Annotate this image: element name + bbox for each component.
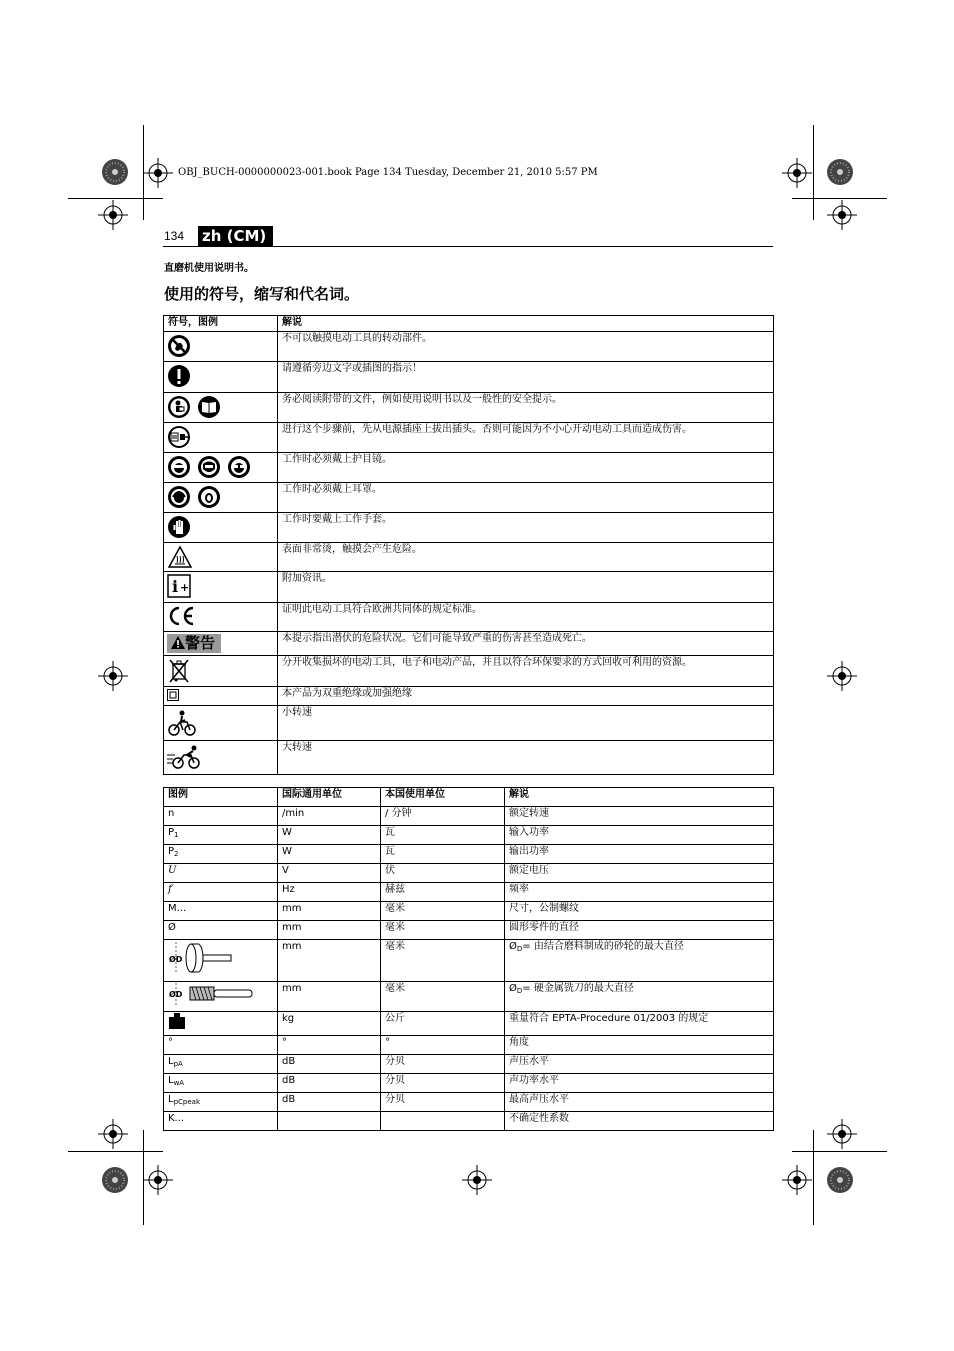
table-row [164,632,774,656]
book-info-line: OBJ_BUCH-0000000023-001.book Page 134 Tuesday, December 21, 2010 5:57 PM [178,167,598,178]
table-row [164,1055,774,1074]
table-row [164,1112,774,1131]
table-row [164,1093,774,1112]
symbol-description: 本提示指出潜伏的危险状况。它们可能导致严重的伤害甚至造成死亡。 [278,632,774,656]
svg-text:i: i [172,577,179,596]
local-unit-cell: 毫米 [381,902,505,921]
table-row [164,826,774,845]
description-cell: 角度 [505,1036,774,1055]
table-row [164,921,774,940]
goggles-icon [227,455,251,479]
symbol-description: 证明此电动工具符合欧洲共同体的规定标准。 [278,603,774,632]
description-cell [505,940,774,982]
symbol-description: 大转速 [278,741,774,775]
symbol-description: 表面非常烫，触摸会产生危险。 [278,543,774,572]
local-unit-cell [381,1112,505,1131]
table-row [164,706,774,741]
registration-target-icon [100,157,130,187]
si-unit-cell: W [278,845,381,864]
local-unit-cell: 分贝 [381,1055,505,1074]
si-unit-cell: kg [278,1012,381,1036]
warning-label-icon [167,634,221,653]
legend-cell [164,883,278,902]
legend-symbol: L [168,1094,174,1105]
weight-icon [168,1012,186,1030]
description-text: = 由结合磨料制成的砂轮的最大直径 [522,941,684,952]
symbol-description: 工作时要戴上工作手套。 [278,513,774,543]
description-cell: 不确定性系数 [505,1112,774,1131]
table-row [164,332,774,362]
registration-crosshair-icon [462,1165,492,1195]
registration-crosshair-icon [143,1165,173,1195]
registration-crosshair-icon [827,1119,857,1149]
description-cell: 圆形零件的直径 [505,921,774,940]
si-unit-cell: ° [278,1036,381,1055]
legend-cell [164,1055,278,1074]
description-text: = 硬金属铣刀的最大直径 [522,983,634,994]
registration-crosshair-icon [827,200,857,230]
table-row [164,453,774,483]
description-cell: 声压水平 [505,1055,774,1074]
legend-symbol: L [168,1056,174,1067]
local-unit-cell: / 分钟 [381,807,505,826]
symbol-description: 进行这个步骤前，先从电源插座上拔出插头。否则可能因为不小心开动电动工具而造成伤害。 [278,423,774,453]
si-unit-cell: mm [278,921,381,940]
si-unit-cell: /min [278,807,381,826]
symbol-description: 请遵循旁边文字或插图的指示！ [278,362,774,393]
registration-crosshair-icon [143,158,173,188]
symbol-description: 工作时必须戴上耳罩。 [278,483,774,513]
legend-cell [164,1093,278,1112]
description-cell: 最高声压水平 [505,1093,774,1112]
legend-cell: n [164,807,278,826]
low-speed-bicycle-icon [167,708,197,738]
grinding-wheel-diameter-icon [168,940,238,976]
table-row [164,687,774,706]
si-unit-cell: mm [278,940,381,982]
symbol-description: 务必阅读附带的文件，例如使用说明书以及一般性的安全提示。 [278,393,774,423]
column-header: 国际通用单位 [278,788,381,807]
double-insulation-icon [167,689,179,701]
diameter-label: ØD [169,990,183,999]
table-row [164,513,774,543]
symbol-description: 工作时必须戴上护目镜。 [278,453,774,483]
si-unit-cell: Hz [278,883,381,902]
legend-subscript: 1 [174,831,179,839]
legend-symbol: P [168,846,175,857]
registration-target-icon [825,1165,855,1195]
description-cell: 频率 [505,883,774,902]
table-row [164,940,774,982]
table-row [164,741,774,775]
symbol-description: 本产品为双重绝缘或加强绝缘 [278,687,774,706]
header-rule [163,246,773,247]
table-row [164,483,774,513]
earmuff-icon [197,485,221,509]
legend-cell [164,864,278,883]
manual-subtitle: 直磨机使用说明书。 [164,263,254,274]
description-cell: 重量符合 EPTA-Procedure 01/2003 的规定 [505,1012,774,1036]
description-cell: 输入功率 [505,826,774,845]
legend-cell [164,940,278,982]
symbol-description: 小转速 [278,706,774,741]
registration-crosshair-icon [782,158,812,188]
legend-cell [164,1012,278,1036]
local-unit-cell: 伏 [381,864,505,883]
warning-triangle-icon [171,636,185,649]
local-unit-cell: ° [381,1036,505,1055]
column-header: 解说 [505,788,774,807]
column-header: 符号，图例 [164,316,278,332]
legend-cell [164,1074,278,1093]
legend-cell: ° [164,1036,278,1055]
table-row [164,982,774,1012]
face-shield-icon [197,455,221,479]
table-row [164,393,774,423]
local-unit-cell: 赫兹 [381,883,505,902]
ce-mark-icon [167,605,197,627]
legend-cell [164,845,278,864]
local-unit-cell: 毫米 [381,940,505,982]
si-unit-cell: V [278,864,381,883]
si-unit-cell: mm [278,982,381,1012]
ear-protection-icon [167,485,191,509]
table-row [164,1036,774,1055]
symbols-table [163,315,774,775]
legend-subscript: pA [173,1060,183,1068]
section-title: 使用的符号，缩写和代名词。 [164,285,360,303]
local-unit-cell: 瓦 [381,845,505,864]
si-unit-cell: dB [278,1093,381,1112]
weee-bin-icon [167,658,191,684]
eye-protection-icon [167,455,191,479]
local-unit-cell: 毫米 [381,921,505,940]
legend-cell: K... [164,1112,278,1131]
table-row [164,864,774,883]
si-unit-cell: dB [278,1074,381,1093]
table-row [164,1012,774,1036]
legend-cell: Ø [164,921,278,940]
symbol-description: 分开收集损坏的电动工具，电子和电动产品，并且以符合环保要求的方式回收可利用的资源。 [278,656,774,687]
local-unit-cell: 分贝 [381,1093,505,1112]
registration-target-icon [100,1165,130,1195]
registration-crosshair-icon [98,661,128,691]
units-table [163,787,774,1131]
si-unit-cell: mm [278,902,381,921]
info-icon [167,574,191,598]
local-unit-cell: 瓦 [381,826,505,845]
description-subscript: D [516,945,523,953]
legend-symbol: f [168,884,172,895]
legend-cell [164,826,278,845]
svg-text:+: + [180,581,190,594]
unplug-icon [167,425,191,449]
hot-surface-icon [167,545,193,569]
warning-label-text: 警告 [185,634,216,652]
table-header-row [164,316,774,332]
no-touch-rotating-icon [167,334,191,358]
column-header: 图例 [164,788,278,807]
local-unit-cell: 毫米 [381,982,505,1012]
page-number: 134 [164,229,185,243]
description-cell: 额定转速 [505,807,774,826]
table-row [164,807,774,826]
description-symbol: Ø [509,941,517,952]
description-cell [505,982,774,1012]
legend-cell: M... [164,902,278,921]
table-row [164,362,774,393]
carbide-cutter-diameter-icon [168,982,258,1006]
table-row [164,603,774,632]
si-unit-cell: dB [278,1055,381,1074]
table-row [164,883,774,902]
table-row [164,543,774,572]
symbol-description: 附加资讯。 [278,572,774,603]
si-unit-cell: W [278,826,381,845]
description-subscript: D [516,987,523,995]
registration-crosshair-icon [98,200,128,230]
table-header-row [164,788,774,807]
description-cell: 尺寸，公制螺纹 [505,902,774,921]
description-cell: 输出功率 [505,845,774,864]
description-cell: 额定电压 [505,864,774,883]
symbol-description: 不可以触摸电动工具的转动部件。 [278,332,774,362]
description-symbol: Ø [509,983,517,994]
legend-cell [164,982,278,1012]
table-row [164,572,774,603]
registration-target-icon [825,157,855,187]
description-cell: 声功率水平 [505,1074,774,1093]
language-badge: zh (CM) [198,226,273,247]
legend-subscript: wA [173,1079,185,1087]
table-row [164,656,774,687]
column-header: 解说 [278,316,774,332]
table-row [164,902,774,921]
diameter-label: ØD [169,955,183,964]
legend-symbol: L [168,1075,174,1086]
legend-subscript: 2 [174,850,179,858]
gloves-icon [167,515,191,539]
legend-symbol: U [168,865,177,876]
table-row [164,845,774,864]
registration-crosshair-icon [827,661,857,691]
high-speed-bicycle-icon [167,743,201,771]
table-row [164,423,774,453]
legend-symbol: P [168,827,175,838]
si-unit-cell [278,1112,381,1131]
registration-crosshair-icon [98,1119,128,1149]
book-icon [197,395,221,419]
local-unit-cell: 分贝 [381,1074,505,1093]
local-unit-cell: 公斤 [381,1012,505,1036]
registration-crosshair-icon [782,1165,812,1195]
column-header: 本国使用单位 [381,788,505,807]
read-manual-icon [167,395,191,419]
legend-subscript: pCpeak [173,1098,201,1106]
table-row [164,1074,774,1093]
exclamation-icon [167,364,191,388]
